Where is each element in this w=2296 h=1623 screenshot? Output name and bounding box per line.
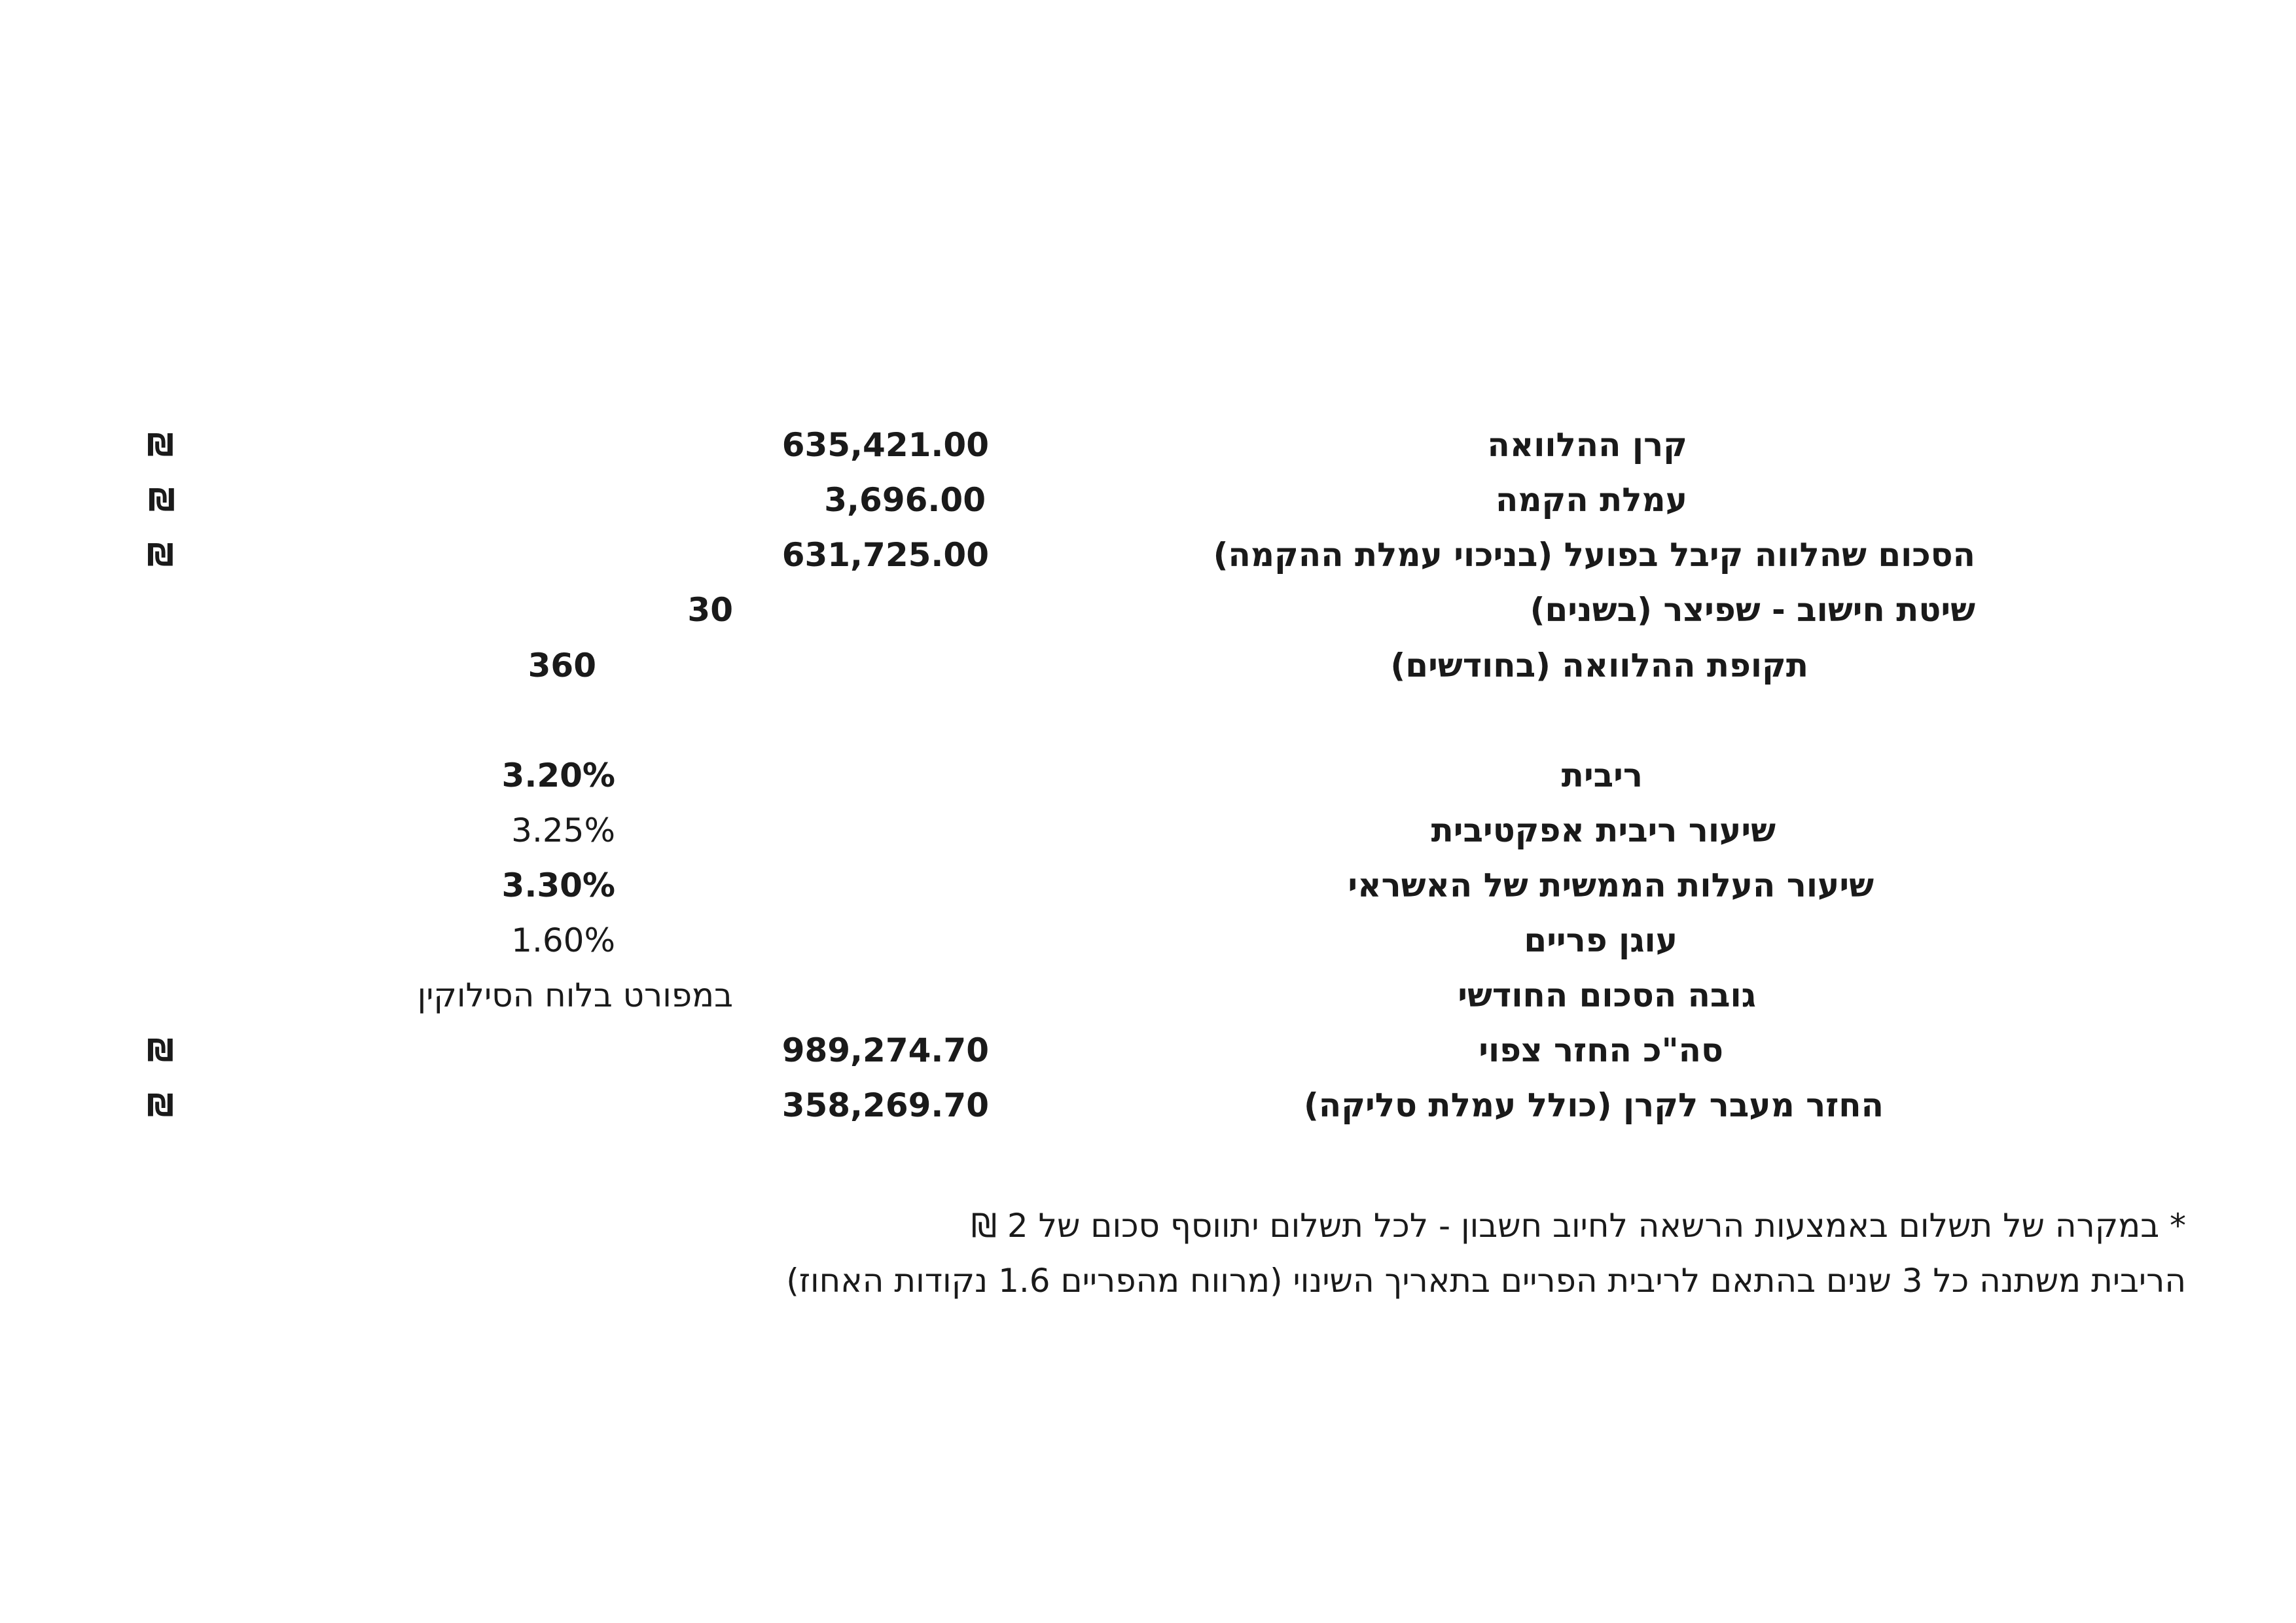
row-loan-principal [0,418,2296,473]
shekel-icon: ₪ [147,1088,174,1123]
label-prime-anchor: עוגן פריים [1524,921,1677,959]
row-effective-rate [0,803,2296,858]
row-total-repayment [0,1023,2296,1078]
row-calculation-method [0,582,2296,637]
row-repayment-beyond-principal [0,1078,2296,1133]
row-interest [0,748,2296,803]
row-loan-period [0,638,2296,693]
value-setup-fee: 3,696.00 [824,481,986,519]
row-monthly-amount [0,968,2296,1023]
value-effective-rate: 3.25% [511,812,615,849]
label-repayment-beyond-principal: החזר מעבר לקרן (כולל עמלת סליקה) [1304,1086,1884,1124]
shekel-icon: ₪ [147,537,174,573]
label-loan-principal: קרן ההלוואה [1487,426,1687,464]
value-loan-period: 360 [528,647,596,685]
label-calculation-method: שיטת חישוב - שפיצר (בשנים) [1530,591,1975,629]
value-net-received: 631,725.00 [781,536,989,574]
shekel-icon: ₪ [148,482,175,518]
row-setup-fee [0,473,2296,527]
value-interest: 3.20% [501,757,615,794]
label-setup-fee: עמלת הקמה [1496,481,1687,519]
row-net-received [0,527,2296,582]
label-monthly-amount: גובה הסכום החודשי [1458,976,1756,1014]
value-prime-anchor: 1.60% [511,921,615,959]
shekel-icon: ₪ [147,427,174,463]
value-calculation-method: 30 [687,591,733,629]
value-loan-principal: 635,421.00 [781,426,989,464]
shekel-icon: ₪ [147,1033,174,1068]
label-loan-period: תקופת ההלוואה (בחודשים) [1390,647,1808,685]
value-real-credit-cost: 3.30% [501,866,615,904]
row-real-credit-cost [0,858,2296,913]
footnote-interest-change: הריבית משתנה כל 3 שנים בהתאם לריבית הפריים בתאריך השינוי (מרווח מהפריים 1.6 נקודות האחוז) [786,1262,2186,1300]
label-total-repayment: סה"כ החזר צפוי [1479,1031,1723,1069]
label-real-credit-cost: שיעור העלות הממשית של האשראי [1348,866,1874,904]
value-total-repayment: 989,274.70 [781,1031,989,1069]
row-prime-anchor [0,913,2296,968]
value-repayment-beyond-principal: 358,269.70 [781,1086,989,1124]
footnote-direct-debit: * במקרה של תשלום באמצעות הרשאה לחיוב חשבון - לכל תשלום יתווסף סכום של 2 ₪ [971,1207,2186,1245]
label-interest: ריבית [1561,757,1643,794]
value-monthly-amount: במפורט בלוח הסילוקין [417,976,733,1014]
label-effective-rate: שיעור ריבית אפקטיבית [1431,812,1776,849]
label-net-received: הסכום שהלווה קיבל בפועל (בניכוי עמלת ההקמה) [1213,536,1975,574]
